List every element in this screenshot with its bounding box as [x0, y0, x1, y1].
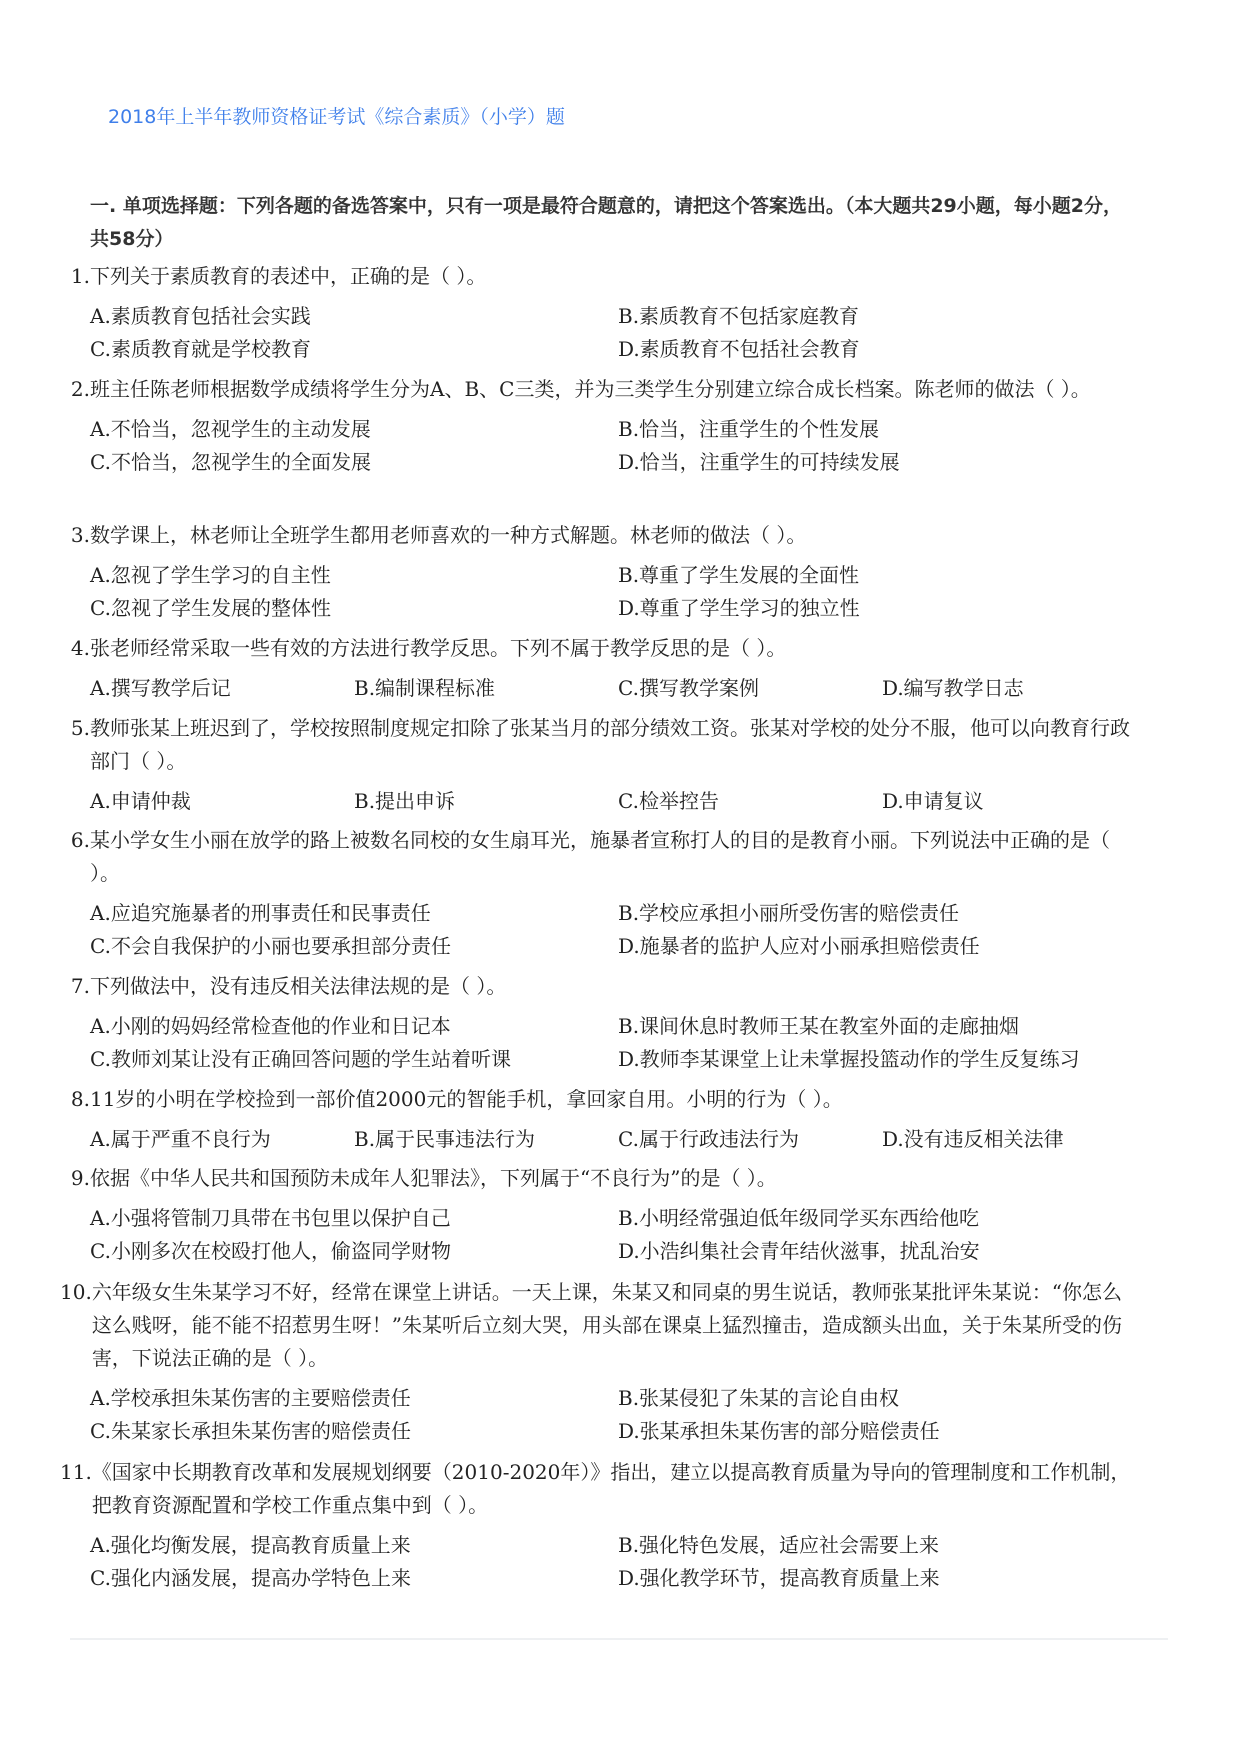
- question-text: 六年级女生朱某学习不好，经常在课堂上讲话。一天上课，朱某又和同桌的男生说话，教师张某批评朱某说：“你怎么这么贱呀，能不能不招惹男生呀！”朱某听后立刻大哭，用头部在课桌上猛烈撞击，造成额头出血，关于朱某所受的伤害，下说法正确的是（ ）。: [91, 1280, 1123, 1370]
- answer-option-D[interactable]: D.小浩纠集社会青年结伙滋事，扰乱治安: [618, 1239, 980, 1263]
- answer-option-B[interactable]: B.编制课程标准: [354, 676, 496, 700]
- question-text: 下列关于素质教育的表述中，正确的是（ ）。: [90, 264, 487, 288]
- answer-option-C[interactable]: C.忽视了学生发展的整体性: [90, 596, 331, 620]
- question-2: [60, 373, 1140, 479]
- question-4: [60, 632, 1140, 705]
- question-9: [60, 1162, 1140, 1268]
- answer-option-A[interactable]: A.强化均衡发展，提高教育质量上来: [90, 1533, 411, 1557]
- answer-option-B[interactable]: B.张某侵犯了朱某的言论自由权: [618, 1386, 900, 1410]
- question-number: 6.: [70, 828, 90, 852]
- answer-option-B[interactable]: B.尊重了学生发展的全面性: [618, 563, 860, 587]
- option-list: [90, 1529, 1140, 1595]
- option-list: [90, 1202, 1140, 1268]
- question-text: 依据《中华人民共和国预防未成年人犯罪法》，下列属于“不良行为”的是（ ）。: [90, 1166, 777, 1190]
- answer-option-A[interactable]: A.不恰当，忽视学生的主动发展: [90, 417, 371, 441]
- answer-option-C[interactable]: C.强化内涵发展，提高办学特色上来: [90, 1566, 411, 1590]
- answer-option-D[interactable]: D.素质教育不包括社会教育: [618, 337, 860, 361]
- option-list: [90, 559, 1140, 625]
- answer-option-A[interactable]: A.属于严重不良行为: [90, 1127, 271, 1151]
- answer-option-B[interactable]: B.强化特色发展，适应社会需要上来: [618, 1533, 940, 1557]
- answer-option-B[interactable]: B.课间休息时教师王某在教室外面的走廊抽烟: [618, 1014, 1020, 1038]
- answer-option-C[interactable]: C.不恰当，忽视学生的全面发展: [90, 450, 371, 474]
- answer-option-C[interactable]: C.教师刘某让没有正确回答问题的学生站着听课: [90, 1047, 511, 1071]
- answer-option-A[interactable]: A.素质教育包括社会实践: [90, 304, 311, 328]
- option-list: [90, 300, 1140, 366]
- answer-option-D[interactable]: D.教师李某课堂上让未掌握投篮动作的学生反复练习: [618, 1047, 1080, 1071]
- question-8: [60, 1083, 1140, 1156]
- question-text: 《国家中长期教育改革和发展规划纲要（2010-2020年）》指出，建立以提高教育质量为导向的管理制度和工作机制，把教育资源配置和学校工作重点集中到（ ）。: [91, 1460, 1131, 1517]
- question-5: [60, 712, 1140, 818]
- answer-option-A[interactable]: A.小刚的妈妈经常检查他的作业和日记本: [90, 1014, 451, 1038]
- question-number: 7.: [70, 974, 90, 998]
- question-number: 8.: [70, 1087, 90, 1111]
- answer-option-B[interactable]: B.属于民事违法行为: [354, 1127, 536, 1151]
- answer-option-C[interactable]: C.朱某家长承担朱某伤害的赔偿责任: [90, 1419, 411, 1443]
- option-list: [90, 897, 1140, 963]
- option-list: [90, 672, 1140, 705]
- question-1: [60, 260, 1140, 366]
- answer-option-D[interactable]: D.施暴者的监护人应对小丽承担赔偿责任: [618, 934, 980, 958]
- answer-option-A[interactable]: A.应追究施暴者的刑事责任和民事责任: [90, 901, 431, 925]
- answer-option-A[interactable]: A.撰写教学后记: [90, 676, 231, 700]
- question-text: 班主任陈老师根据数学成绩将学生分为A、B、C三类，并为三类学生分别建立综合成长档案。陈老师的做法（ ）。: [90, 377, 1091, 401]
- question-text: 数学课上，林老师让全班学生都用老师喜欢的一种方式解题。林老师的做法（ ）。: [90, 523, 807, 547]
- question-number: 3.: [70, 523, 90, 547]
- option-list: [90, 413, 1140, 479]
- question-11: [60, 1456, 1140, 1595]
- section-heading: 一. 单项选择题：下列各题的备选答案中，只有一项是最符合题意的，请把这个答案选出。（本大题共29小题，每小题2分，共58分）: [90, 195, 1122, 250]
- question-10: [60, 1276, 1140, 1448]
- question-number: 2.: [70, 377, 90, 401]
- question-number: 11.: [60, 1460, 92, 1484]
- answer-option-D[interactable]: D.强化教学环节，提高教育质量上来: [618, 1566, 940, 1590]
- question-text: 11岁的小明在学校捡到一部价值2000元的智能手机，拿回家自用。小明的行为（ ）。: [90, 1087, 843, 1111]
- question-text: 教师张某上班迟到了，学校按照制度规定扣除了张某当月的部分绩效工资。张某对学校的处分不服，他可以向教育行政部门（ ）。: [90, 716, 1130, 773]
- answer-option-C[interactable]: C.素质教育就是学校教育: [90, 337, 311, 361]
- question-number: 10.: [60, 1280, 92, 1304]
- answer-option-A[interactable]: A.申请仲裁: [90, 789, 191, 813]
- answer-option-D[interactable]: D.申请复议: [882, 789, 984, 813]
- answer-option-A[interactable]: A.学校承担朱某伤害的主要赔偿责任: [90, 1386, 411, 1410]
- answer-option-D[interactable]: D.尊重了学生学习的独立性: [618, 596, 860, 620]
- answer-option-B[interactable]: B.学校应承担小丽所受伤害的赔偿责任: [618, 901, 960, 925]
- answer-option-B[interactable]: B.恰当，注重学生的个性发展: [618, 417, 880, 441]
- answer-option-C[interactable]: C.检举控告: [618, 789, 719, 813]
- question-7: [60, 970, 1140, 1076]
- answer-option-C[interactable]: C.不会自我保护的小丽也要承担部分责任: [90, 934, 451, 958]
- answer-option-A[interactable]: A.忽视了学生学习的自主性: [90, 563, 331, 587]
- option-list: [90, 1123, 1140, 1156]
- answer-option-D[interactable]: D.恰当，注重学生的可持续发展: [618, 450, 900, 474]
- answer-option-B[interactable]: B.素质教育不包括家庭教育: [618, 304, 860, 328]
- answer-option-B[interactable]: B.小明经常强迫低年级同学买东西给他吃: [618, 1206, 980, 1230]
- answer-option-D[interactable]: D.没有违反相关法律: [882, 1127, 1064, 1151]
- question-number: 4.: [70, 636, 90, 660]
- question-3: [60, 519, 1140, 625]
- question-text: 张老师经常采取一些有效的方法进行教学反思。下列不属于教学反思的是（ ）。: [90, 636, 787, 660]
- answer-option-B[interactable]: B.提出申诉: [354, 789, 456, 813]
- option-list: [90, 785, 1140, 818]
- answer-option-C[interactable]: C.撰写教学案例: [618, 676, 759, 700]
- question-text: 某小学女生小丽在放学的路上被数名同校的女生扇耳光，施暴者宣称打人的目的是教育小丽。下列说法中正确的是（ ）。: [90, 828, 1110, 885]
- answer-option-C[interactable]: C.小刚多次在校殴打他人，偷盗同学财物: [90, 1239, 451, 1263]
- page-divider: [70, 1638, 1168, 1640]
- question-number: 5.: [70, 716, 90, 740]
- document-title: 2018年上半年教师资格证考试《综合素质》（小学）题: [108, 106, 565, 128]
- question-6: [60, 824, 1140, 963]
- answer-option-A[interactable]: A.小强将管制刀具带在书包里以保护自己: [90, 1206, 451, 1230]
- answer-option-D[interactable]: D.张某承担朱某伤害的部分赔偿责任: [618, 1419, 940, 1443]
- option-list: [90, 1010, 1140, 1076]
- question-number: 1.: [70, 264, 90, 288]
- question-number: 9.: [70, 1166, 90, 1190]
- answer-option-D[interactable]: D.编写教学日志: [882, 676, 1024, 700]
- option-list: [90, 1382, 1140, 1448]
- answer-option-C[interactable]: C.属于行政违法行为: [618, 1127, 799, 1151]
- question-text: 下列做法中，没有违反相关法律法规的是（ ）。: [90, 974, 507, 998]
